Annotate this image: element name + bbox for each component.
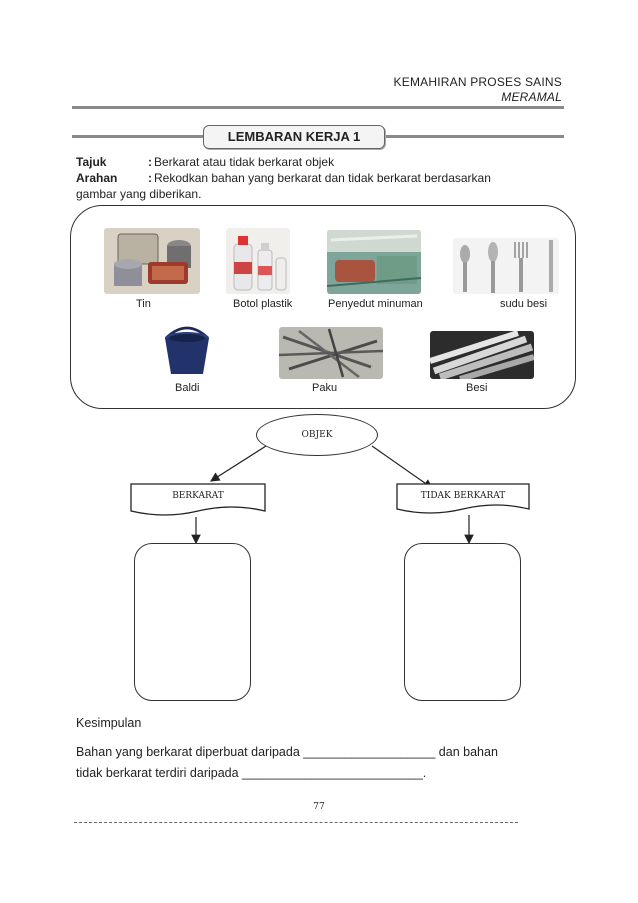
footer-divider — [74, 822, 518, 823]
tidak-berkarat-answer-box[interactable] — [404, 543, 521, 701]
caption-spoon: sudu besi — [500, 298, 548, 310]
header-subtitle: MERAMAL — [501, 90, 562, 104]
arahan-continuation: gambar yang diberikan. — [76, 187, 202, 201]
objek-node: OBJEK — [256, 414, 378, 456]
header-title: KEMAHIRAN PROSES SAINS — [393, 75, 562, 89]
worksheet-title: LEMBARAN KERJA 1 — [203, 125, 385, 149]
berkarat-banner: BERKARAT — [172, 491, 224, 501]
tajuk-row: Tajuk : Berkarat atau tidak berkarat objek — [76, 155, 335, 169]
berkarat-answer-box[interactable] — [134, 543, 251, 701]
caption-iron: Besi — [466, 382, 488, 394]
caption-straw: Penyedut minuman — [328, 298, 423, 310]
caption-nails: Paku — [312, 382, 338, 394]
arahan-value: Rekodkan bahan yang berkarat dan tidak berkarat berdasarkan — [154, 171, 491, 185]
conclusion-line-1: Bahan yang berkarat diperbuat daripada ___________________ dan bahan — [76, 745, 498, 759]
tajuk-label: Tajuk — [76, 155, 107, 169]
tajuk-value: Berkarat atau tidak berkarat objek — [154, 155, 335, 169]
arahan-label: Arahan — [76, 171, 118, 185]
arahan-row: Arahan : Rekodkan bahan yang berkarat dan tidak berkarat berdasarkan — [76, 171, 491, 185]
caption-plastic-bottle: Botol plastik — [233, 298, 293, 310]
tidak-berkarat-banner: TIDAK BERKARAT — [420, 491, 506, 501]
conclusion-heading: Kesimpulan — [76, 716, 142, 730]
caption-bucket: Baldi — [175, 382, 200, 394]
caption-tin: Tin — [136, 298, 151, 310]
conclusion-line-2: tidak berkarat terdiri daripada __________________________. — [76, 766, 427, 780]
page-number: 77 — [313, 802, 325, 812]
